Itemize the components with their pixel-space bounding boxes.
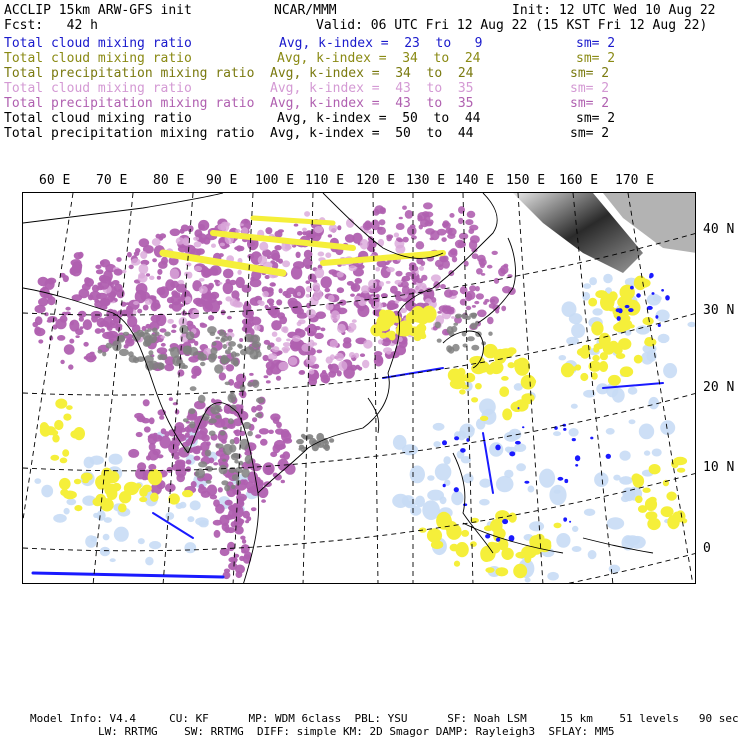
longitude-line <box>23 193 73 584</box>
field-avg: Avg, k-index = 50 to 44 <box>277 111 481 126</box>
model-info-line1: Model Info: V4.4 CU: KF MP: WDM 6class PBL: YSU SF: Noah LSM 15 km 51 levels 90 sec <box>30 712 739 725</box>
field-smoothing: sm= 2 <box>576 111 616 126</box>
field-avg: Avg, k-index = 50 to 44 <box>270 126 474 141</box>
field-avg: Avg, k-index = 34 to 24 <box>270 66 474 81</box>
center-name: NCAR/MMM <box>274 3 337 18</box>
init-time: Init: 12 UTC Wed 10 Aug 22 <box>512 3 716 18</box>
longitude-line <box>373 193 378 584</box>
lat-label: 30 N <box>703 303 735 318</box>
field-avg: Avg, k-index = 23 to 9 <box>279 36 483 51</box>
field-avg: Avg, k-index = 43 to 35 <box>270 81 474 96</box>
field-name: Total cloud mixing ratio <box>4 111 192 126</box>
model-info-line2: LW: RRTMG SW: RRTMG DIFF: simple KM: 2D Smagor DAMP: Rayleigh3 SFLAY: MM5 <box>98 725 615 738</box>
field-name: Total cloud mixing ratio <box>4 81 192 96</box>
field-avg: Avg, k-index = 34 to 24 <box>277 51 481 66</box>
longitude-line <box>93 193 133 584</box>
field-smoothing: sm= 2 <box>576 36 616 51</box>
lon-label: 130 E <box>406 173 446 188</box>
latitude-line <box>23 393 696 471</box>
lon-label: 90 E <box>206 173 238 188</box>
lat-label: 20 N <box>703 380 735 395</box>
lon-label: 150 E <box>506 173 546 188</box>
field-smoothing: sm= 2 <box>570 96 610 111</box>
field-smoothing: sm= 2 <box>576 51 616 66</box>
lon-label: 140 E <box>455 173 495 188</box>
lon-label: 80 E <box>153 173 185 188</box>
forecast-hour: Fcst: 42 h <box>4 18 98 33</box>
lon-label: 120 E <box>356 173 396 188</box>
coastline <box>368 398 379 433</box>
lon-label: 170 E <box>615 173 655 188</box>
lat-label: 10 N <box>703 460 735 475</box>
field-name: Total precipitation mixing ratio <box>4 126 255 141</box>
field-smoothing: sm= 2 <box>570 126 610 141</box>
model-title: ACCLIP 15km ARW-GFS init <box>4 3 192 18</box>
field-name: Total cloud mixing ratio <box>4 36 192 51</box>
lat-label: 40 N <box>703 222 735 237</box>
field-smoothing: sm= 2 <box>570 66 610 81</box>
lat-label: 0 <box>703 541 711 556</box>
field-name: Total cloud mixing ratio <box>4 51 192 66</box>
lon-label: 70 E <box>96 173 128 188</box>
map-canvas <box>23 193 696 584</box>
field-smoothing: sm= 2 <box>570 81 610 96</box>
valid-time: Valid: 06 UTC Fri 12 Aug 22 (15 KST Fri 12 Aug 22) <box>316 18 708 33</box>
lon-label: 160 E <box>559 173 599 188</box>
lon-label: 60 E <box>39 173 71 188</box>
cloud-fields <box>32 193 696 583</box>
field-name: Total precipitation mixing ratio <box>4 96 255 111</box>
lon-label: 110 E <box>305 173 345 188</box>
lon-label: 100 E <box>255 173 295 188</box>
map-panel <box>22 192 696 584</box>
field-avg: Avg, k-index = 43 to 35 <box>270 96 474 111</box>
field-name: Total precipitation mixing ratio <box>4 66 255 81</box>
